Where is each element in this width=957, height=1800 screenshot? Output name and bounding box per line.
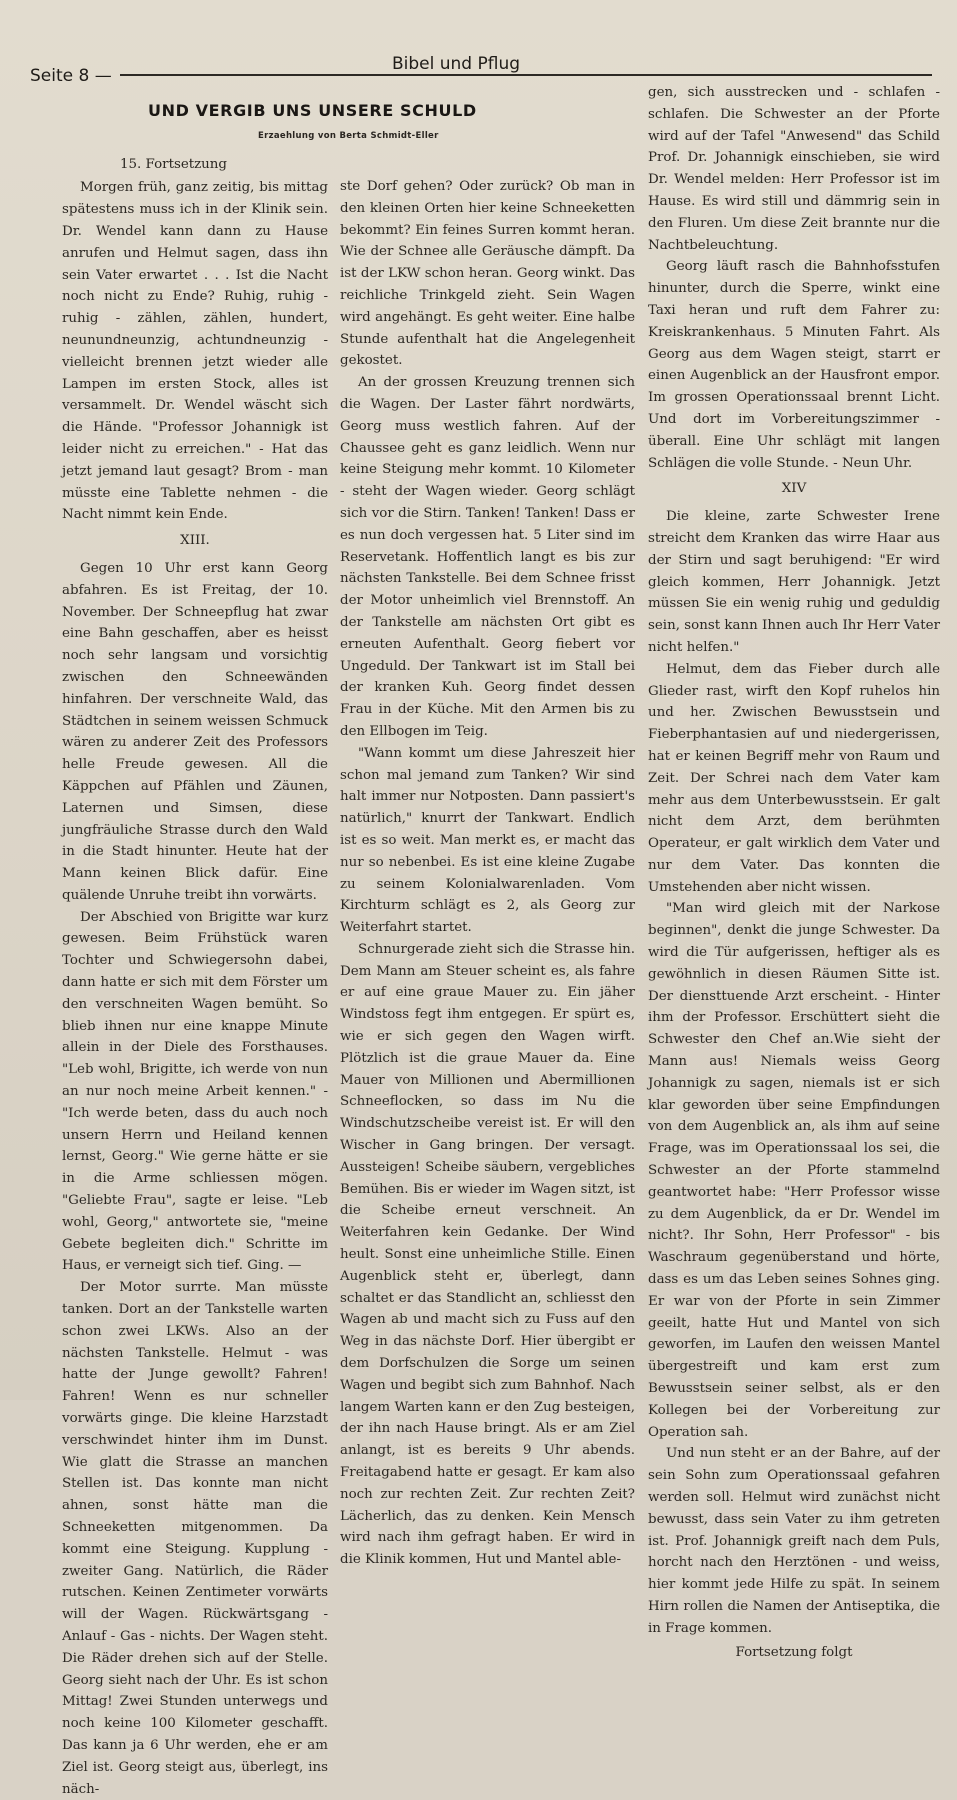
paragraph: Helmut, dem das Fieber durch alle Glieder rast, wirft den Kopf ruhelos hin und her. Zwischen Bewusstsein und Fieberphantasien auf und niedergerissen, hat er keinen Begriff mehr von Raum und Zeit. Der Schrei nach dem Vater kam mehr aus dem Unterbewusstsein. Er galt nicht dem Arzt, dem berühmten Operateur, er galt wirklich dem Vater und nur dem Vater. Das konnten die Umstehenden aber nicht wissen. <box>648 661 940 895</box>
header-rule <box>120 74 932 76</box>
paragraph: Georg läuft rasch die Bahnhofsstufen hinunter, durch die Sperre, winkt eine Taxi heran und ruft dem Fahrer zu: Kreiskrankenhaus. 5 Minuten Fahrt. Als Georg aus dem Wagen steigt, starrt er einen Augenblick an der Hausfront empor. Im grossen Operationssaal brennt Licht. Und dort im Vorbereitungszimmer - überall. Eine Uhr schlägt mit langen Schlägen die volle Stunde. - Neun Uhr. <box>648 259 940 471</box>
page-number: Seite 8 — <box>30 66 112 86</box>
text-column-3 <box>648 82 940 1677</box>
page-header <box>0 0 957 90</box>
paragraph: Gegen 10 Uhr erst kann Georg abfahren. Es ist Freitag, der 10. November. Der Schneepflug hat zwar eine Bahn geschaffen, aber es heisst noch sehr langsam und vorsichtig zwischen den Schneewänden hinfahren. Der verschneite Wald, das Städtchen in seinem weissen Schmuck wären zu anderer Zeit des Professors helle Freude gewesen. All die Käppchen auf Pfählen und Zäunen, Laternen und Simsen, diese jungfräuliche Strasse durch den Wald in die Stadt hinunter. Heute hat der Mann keinen Blick dafür. Eine quälende Unruhe treibt ihn vorwärts. <box>62 560 328 903</box>
installment-label: 15. Fortsetzung <box>120 156 228 172</box>
paragraph: Die kleine, zarte Schwester Irene streicht dem Kranken das wirre Haar aus der Stirn und sagt beruhigend: "Er wird gleich kommen, Herr Johannigk. Jetzt müssen Sie ein wenig ruhig und geduldig sein, sonst kann Ihnen auch Ihr Herr Vater nicht helfen." <box>648 509 940 655</box>
paragraph: "Man wird gleich mit der Narkose beginnen", denkt die junge Schwester. Da wird die Tür aufgerissen, heftiger als es gewöhnlich in diesen Räumen Sitte ist. Der diensttuende Arzt erscheint. - Hinter ihm der Professor. Erschüttert sieht die Schwester den Chef an.Wie sieht der Mann aus! Niemals weiss Georg Johannigk zu sagen, niemals ist er sich klar geworden über seine Empfindungen von dem Augenblick an, als ihm auf seine Frage, was im Operationssaal los sei, die Schwester an der Pforte stammelnd geantwortet habe: "Herr Professor wisse zu dem Augenblick, da er Dr. Wendel im nicht?. Ihr Sohn, Herr Professor" - bis Waschraum gegenüberstand und hörte, dass es um das Leben seines Sohnes ging. Er war von der Pforte in sein Zimmer geeilt, hatte Hut und Mantel von sich geworfen, im Laufen den weissen Mantel übergestreift und kam erst zum Bewusstsein seiner selbst, als er den Kollegen bei der Vorbereitung zur Operation sah. <box>648 901 940 1440</box>
paragraph: gen, sich ausstrecken und - schlafen - schlafen. Die Schwester an der Pforte wird auf der Tafel "Anwesend" das Schild Prof. Dr. Johannigk einschieben, sie wird Dr. Wendel melden: Herr Professor ist im Hause. Es wird still und dämmrig sein in den Fluren. Um diese Zeit brannte nur die Nachtbeleuchtung. <box>648 85 940 253</box>
chapter-heading: XIV <box>781 481 807 497</box>
paragraph: Und nun steht er an der Bahre, auf der sein Sohn zum Operationssaal gefahren werden soll. Helmut wird zunächst nicht bewusst, dass sein Vater zu ihm getreten ist. Prof. Johannigk greift nach dem Puls, horcht nach den Herztönen - und weiss, hier kommt jede Hilfe zu spät. In seinem Hirn rollen die Namen der Antiseptika, die in Frage kommen. <box>648 1446 940 1636</box>
paragraph: Morgen früh, ganz zeitig, bis mittag spätestens muss ich in der Klinik sein. Dr. Wendel kann dann zu Hause anrufen und Helmut sagen, dass ihn sein Vater erwartet . . . Ist die Nacht noch nicht zu Ende? Ruhig, ruhig - ruhig - zählen, zählen, hundert, neunundneunzig, achtundneunzig - vielleicht brennen jetzt wieder alle Lampen im ersten Stock, alles ist versammelt. Dr. Wendel wäscht sich die Hände. "Professor Johannigk ist leider nicht zu erreichen." - Hat das jetzt jemand laut gesagt? Brom - man müsste eine Tablette nehmen - die Nacht nimmt kein Ende. <box>62 180 328 523</box>
paragraph: An der grossen Kreuzung trennen sich die Wagen. Der Laster fährt nordwärts, Georg muss westlich fahren. Auf der Chaussee geht es ganz leidlich. Wenn nur keine Steigung mehr kommt. 10 Kilometer - steht der Wagen wieder. Georg schlägt sich vor die Stirn. Tanken! Tanken! Dass er es nun doch vergessen hat. 5 Liter sind im Reservetank. Hoffentlich langt es bis zur nächsten Tankstelle. Bei dem Schnee frisst der Motor unheimlich viel Brennstoff. An der Tankstelle am nächsten Ort gibt es erneuten Aufenthalt. Georg fiebert vor Ungeduld. Der Tankwart ist im Stall bei der kranken Kuh. Georg findet dessen Frau in der Küche. Mit den Armen bis zu den Ellbogen im Teig. <box>340 375 635 739</box>
text-column-1 <box>62 88 477 1800</box>
story-byline: Erzaehlung von Berta Schmidt-Eller <box>258 130 439 141</box>
paragraph: Der Abschied von Brigitte war kurz gewesen. Beim Frühstück waren Tochter und Schwiegersohn dabei, dann hatte er sich mit dem Förster um den verschneiten Wagen bemüht. So blieb ihnen nur eine knappe Minute allein in der Diele des Forsthauses. "Leb wohl, Brigitte, ich werde von nun an nur noch meine Arbeit kennen." - "Ich werde beten, dass du auch noch unsern Herrn und Heiland kennen lernst, Georg." Wie gerne hätte er sie in die Arme schliessen mögen. "Geliebte Frau", sagte er leise. "Leb wohl, Georg," antwortete sie, "meine Gebete begleiten dich." Schritte im Haus, er verneigt sich tief. Ging. — <box>62 909 328 1274</box>
paragraph: ste Dorf gehen? Oder zurück? Ob man in den kleinen Orten hier keine Schneeketten bekommt? Ein feines Surren kommt heran. Wie der Schnee alle Geräusche dämpft. Da ist der LKW schon heran. Georg winkt. Das reichliche Trinkgeld zieht. Sein Wagen wird angehängt. Es geht weiter. Eine halbe Stunde aufenthalt hat die Angelegenheit gekostet. <box>340 179 635 369</box>
paragraph: Der Motor surrte. Man müsste tanken. Dort an der Tankstelle warten schon zwei LKWs. Also an der nächsten Tankstelle. Helmut - was hatte der Junge gewollt? Fahren! Fahren! Wenn es nur schneller vorwärts ginge. Die kleine Harzstadt verschwindet hinter ihm im Dunst. Wie glatt die Strasse an manchen Stellen ist. Das konnte man nicht ahnen, sonst hätte man die Schneeketten mitgenommen. Da kommt eine Steigung. Kupplung - zweiter Gang. Natürlich, die Räder rutschen. Keinen Zentimeter vorwärts will der Wagen. Rückwärtsgang - Anlauf - Gas - nichts. Der Wagen steht. Die Räder drehen sich auf der Stelle. Georg sieht nach der Uhr. Es ist schon Mittag! Zwei Stunden unterwegs und noch keine 100 Kilometer geschafft. Das kann ja 6 Uhr werden, ehe er am Ziel ist. Georg steigt aus, überlegt, ins näch- <box>62 1280 328 1797</box>
chapter-heading: XIII. <box>180 533 210 549</box>
paragraph: "Wann kommt um diese Jahreszeit hier schon mal jemand zum Tanken? Wir sind halt immer nur Notposten. Dann passiert's natürlich," knurrt der Tankwart. Endlich ist es so weit. Man merkt es, er macht das nur so nebenbei. Es ist eine kleine Zugabe zu seinem Kolonialwarenladen. Vom Kirchturm schlägt es 2, als Georg zur Weiterfahrt startet. <box>340 745 635 936</box>
story-title: UND VERGIB UNS UNSERE SCHULD <box>148 101 477 120</box>
text-column-2 <box>340 176 635 1571</box>
running-title: Bibel und Pflug <box>392 54 521 74</box>
continuation-note: Fortsetzung folgt <box>735 1644 853 1660</box>
paragraph: Schnurgerade zieht sich die Strasse hin. Dem Mann am Steuer scheint es, als fahre er auf eine graue Mauer zu. Ein jäher Windstoss fegt ihm entgegen. Er spürt es, wie er sich gegen den Wagen wirft. Plötzlich ist die graue Mauer da. Eine Mauer von Millionen und Abermillionen Schneeflocken, so dass im Nu die Windschutzscheibe vereist ist. Er will den Wischer in Gang bringen. Der versagt. Aussteigen! Scheibe säubern, vergebliches Bemühen. Bis er wieder im Wagen sitzt, ist die Scheibe erneut verschneit. An Weiterfahren kein Gedanke. Der Wind heult. Sonst eine unheimliche Stille. Einen Augenblick steht er, überlegt, dann schaltet er das Standlicht an, schliesst den Wagen ab und macht sich zu Fuss auf den Weg in das nächste Dorf. Hier übergibt er dem Dorfschulzen die Sorge um seinen Wagen und begibt sich zum Bahnhof. Nach langem Warten kann er den Zug besteigen, der ihn nach Hause bringt. Als er am Ziel anlangt, ist es bereits 9 Uhr abends. Freitagabend hatte er gesagt. Er kam also noch zur rechten Zeit. Zur rechten Zeit? Lächerlich, das zu denken. Kein Mensch wird nach ihm gefragt haben. Er wird in die Klinik kommen, Hut und Mantel able- <box>340 941 635 1568</box>
